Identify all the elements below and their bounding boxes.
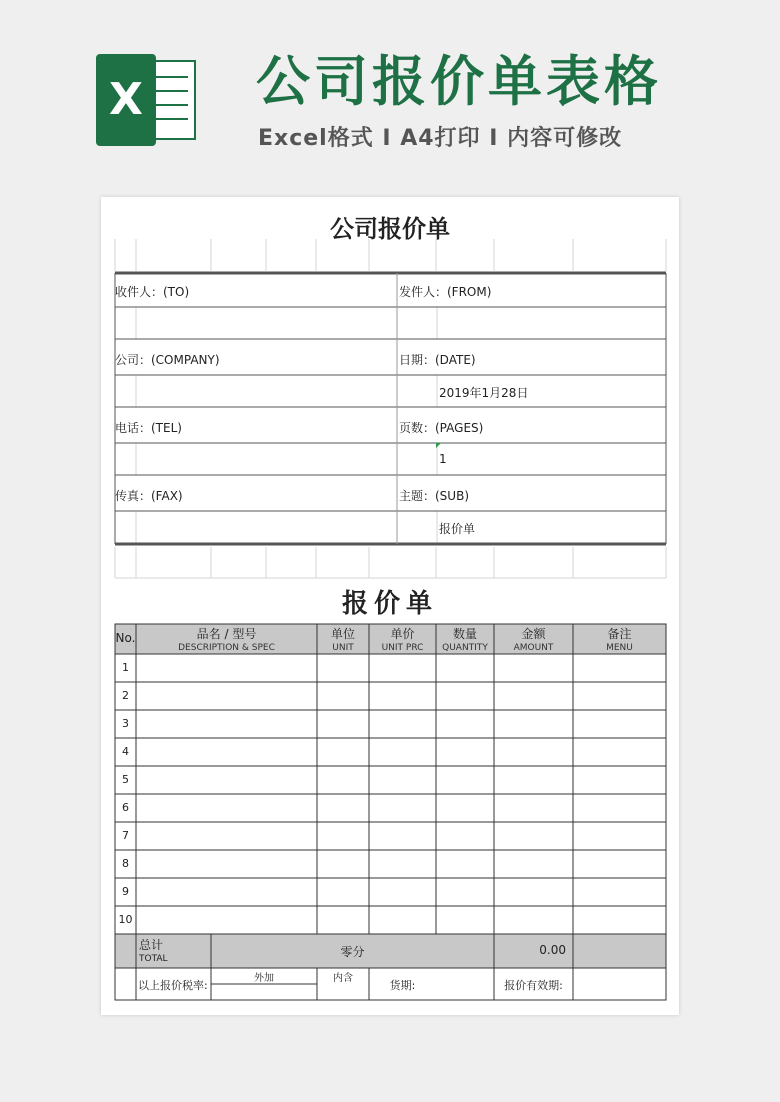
delivery-label: 货期: [389,979,416,992]
tax-included-option[interactable]: 内含 [333,973,353,984]
header-menu-en: MENU [606,643,633,653]
pages-label: 页数：(PAGES) [399,421,484,435]
banner [0,0,780,180]
header-quantity-en: QUANTITY [442,643,488,653]
header-unit-price-en: UNIT PRC [381,643,424,653]
document-title: 公司报价单 [330,215,450,243]
tel-label: 电话：(TEL) [115,421,182,435]
company-label: 公司：(COMPANY) [115,353,220,367]
quote-title: 报价单 [341,589,438,619]
total-label: 总计 [139,938,164,952]
row-number: 1 [122,661,129,674]
banner-title: 公司报价单表格 [256,50,662,113]
row-number: 4 [122,745,129,758]
row-number: 5 [122,773,129,786]
header-menu: 备注 [607,627,632,641]
row-number: 6 [122,801,129,814]
date-value[interactable]: 2019年1月28日 [439,386,529,400]
header-no: No. [115,631,136,645]
fax-label: 传真：(FAX) [115,489,183,503]
header-amount: 金额 [521,627,546,641]
header-unit: 单位 [330,627,355,641]
row-number: 9 [122,885,129,898]
header-quantity: 数量 [452,627,477,641]
row-number: 8 [122,857,129,870]
header-amount-en: AMOUNT [513,643,554,653]
header-unit-en: UNIT [332,643,354,653]
row-number: 3 [122,717,129,730]
header-description-en: DESCRIPTION & SPEC [178,643,275,653]
sub-label: 主题：(SUB) [399,489,469,503]
pages-value[interactable]: 1 [439,452,447,466]
tax-rate-label: 以上报价税率: [138,979,208,992]
excel-icon [96,54,196,146]
row-number: 10 [118,913,133,926]
total-amount[interactable]: 0.00 [539,943,566,957]
validity-label: 报价有效期: [504,979,563,992]
sub-value[interactable]: 报价单 [439,522,476,536]
row-number: 7 [122,829,129,842]
total-in-words: 零分 [340,945,365,959]
to-label: 收件人：(TO) [115,285,190,299]
banner-subtitle: Excel格式 I A4打印 I 内容可修改 [258,126,623,151]
quote-sheet [101,197,679,1015]
row-number: 2 [122,689,129,702]
header-unit-price: 单价 [390,627,415,641]
excel-icon-letter: X [96,54,156,146]
tax-excluded-option[interactable]: 外加 [254,973,274,984]
header-description: 品名 / 型号 [196,627,257,641]
from-label: 发件人：(FROM) [399,285,492,299]
date-label: 日期：(DATE) [399,353,476,367]
total-label-en: TOTAL [139,954,168,964]
